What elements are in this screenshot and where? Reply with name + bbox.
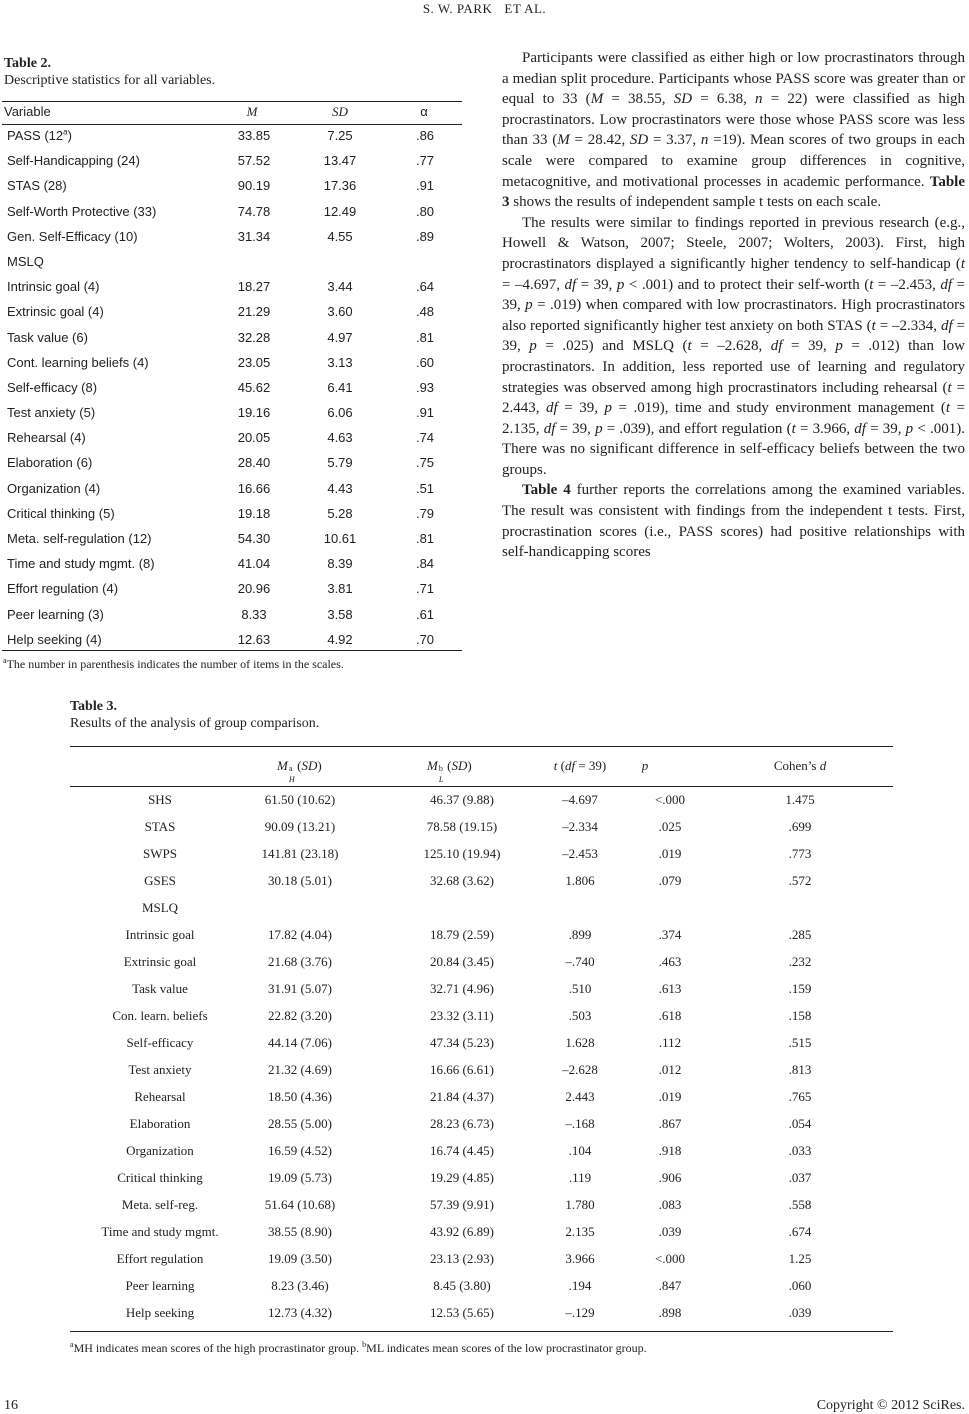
- table3-cell-mh: 22.82 (3.20): [268, 1008, 332, 1023]
- table2-row: [0, 452, 464, 477]
- table3-cell-p: .019: [658, 1089, 682, 1104]
- table3-description: Results of the analysis of group comparison.: [70, 716, 320, 731]
- table2-cell-variable: Cont. learning beliefs (4): [7, 354, 149, 370]
- table3-cell-mh: 44.14 (7.06): [268, 1035, 332, 1050]
- table3-header-t: t (df = 39): [553, 758, 607, 773]
- table3-cell-p: .012: [658, 1062, 682, 1077]
- table2-cell-alpha: .74: [415, 430, 435, 446]
- table3-cell-mh: 90.09 (13.21): [264, 819, 336, 834]
- table3-footnote-b-marker: b: [362, 1340, 367, 1349]
- table2-cell-m: 23.05: [237, 354, 271, 370]
- table2-cell-m: 19.18: [237, 505, 271, 521]
- table3-cell-p: <.000: [654, 1251, 686, 1266]
- table2-row: [0, 377, 464, 402]
- table3-cell-scale: Extrinsic goal: [123, 954, 197, 969]
- table2-row: [0, 503, 464, 528]
- table2-header-variable: Variable: [4, 104, 51, 119]
- table3-cell-scale: Meta. self-reg.: [121, 1197, 199, 1212]
- table3-cell-scale: Peer learning: [125, 1278, 195, 1293]
- table2-row: [0, 175, 464, 200]
- table2-cell-sd: 3.44: [327, 279, 353, 295]
- table3-header-ml-sub: L: [438, 775, 444, 784]
- table3-cell-scale: Test anxiety: [128, 1062, 192, 1077]
- table3-cell-mh: 18.50 (4.36): [268, 1089, 332, 1104]
- table2-cell-alpha: .79: [415, 505, 435, 521]
- table3-cell-scale: Elaboration: [129, 1116, 191, 1131]
- table3-cell-p: .025: [658, 819, 682, 834]
- table2-cell-variable: Time and study mgmt. (8): [7, 556, 155, 572]
- table3-cell-ml: 125.10 (19.94): [423, 846, 501, 861]
- table3-cell-p: .039: [658, 1224, 682, 1239]
- table3-header-mh: [277, 758, 322, 784]
- table2-cell-variable: STAS (28): [7, 178, 67, 194]
- table2-cell-m: 54.30: [237, 531, 271, 546]
- table3-cell-scale: SWPS: [143, 846, 177, 861]
- table2-cell-m: 21.29: [237, 304, 271, 320]
- table3-header-ml-sup: b: [438, 764, 443, 773]
- table2-row: [0, 125, 464, 150]
- table2-cell-variable: Self-efficacy (8): [7, 379, 98, 395]
- table3-cell-ml: 57.39 (9.91): [430, 1197, 494, 1212]
- table2-row: [0, 327, 464, 352]
- table2-body: [0, 125, 464, 654]
- table3-cell-mh: 30.18 (5.01): [268, 873, 332, 888]
- table3-cell-ml: 28.23 (6.73): [430, 1116, 494, 1131]
- table2-cell-m: 74.78: [237, 203, 271, 219]
- table3-cell-d: .773: [788, 846, 812, 861]
- table3-cell-d: .232: [788, 954, 812, 969]
- table2-cell-alpha: .89: [415, 228, 435, 244]
- running-head-etal: ET AL.: [504, 1, 547, 16]
- table3-cell-ml: 32.68 (3.62): [430, 873, 494, 888]
- table2-cell-m: 16.66: [237, 480, 271, 496]
- table3-cell-p: .463: [658, 954, 682, 969]
- table3-row: [70, 1002, 893, 1029]
- table2-cell-variable: Gen. Self-Efficacy (10): [7, 228, 138, 244]
- table3-cell-t: –.168: [565, 1116, 595, 1131]
- table3-cell-ml: 43.92 (6.89): [430, 1224, 494, 1239]
- table2-cell-sd: 17.36: [323, 178, 357, 194]
- table3-row: [70, 1083, 893, 1110]
- table3-row: [70, 1218, 893, 1245]
- table3-cell-t: 1.780: [565, 1197, 595, 1212]
- table3-cell-t: –4.697: [562, 792, 598, 807]
- table3-cell-p: .918: [658, 1143, 682, 1158]
- table2-description: Descriptive statistics for all variables.: [4, 73, 216, 88]
- table2-cell-alpha: .91: [415, 178, 435, 194]
- table2-header-sd: SD: [332, 104, 348, 119]
- table3-header-mh-sd: (SD): [297, 758, 322, 773]
- table2-cell-m: 19.16: [237, 405, 271, 421]
- table2-row: [0, 276, 464, 301]
- table3-row: [70, 1191, 893, 1218]
- table2-cell-variable: Elaboration (6): [7, 455, 93, 471]
- table2-cell-alpha: .60: [415, 354, 435, 370]
- table2-cell-sd: 8.39: [327, 556, 353, 572]
- table2-cell-sd: 3.13: [327, 354, 353, 370]
- table2-cell-m: 28.40: [237, 455, 271, 471]
- table3-cell-ml: 18.79 (2.59): [430, 927, 494, 942]
- table2-cell-variable: Meta. self-regulation (12): [7, 531, 152, 546]
- table3-cell-p: .618: [658, 1008, 682, 1023]
- table3-cell-d: .159: [788, 981, 812, 996]
- table3-header-ml-m: M: [427, 758, 438, 773]
- table2-cell-sd: 13.47: [323, 153, 357, 169]
- table3-cell-t: –.740: [565, 954, 595, 969]
- table2-row: [0, 427, 464, 452]
- table3-cell-d: .699: [788, 819, 812, 834]
- table2-row: [0, 201, 464, 226]
- table3-cell-p: .019: [658, 846, 682, 861]
- table3-footnote-b: ML indicates mean scores of the low procrastinator group.: [366, 1341, 647, 1355]
- table3-top-rule: [70, 746, 893, 747]
- table3-row: [70, 1137, 893, 1164]
- table3-row: [70, 975, 893, 1002]
- table3-cell-p: .112: [658, 1035, 682, 1050]
- table3-cell-mh: 51.64 (10.68): [264, 1197, 336, 1212]
- table2-cell-sd: 4.97: [327, 329, 353, 345]
- table2-cell-alpha: .71: [415, 581, 435, 597]
- table2-cell-alpha: .64: [415, 279, 435, 295]
- table3-row: [70, 948, 893, 975]
- table3-row: [70, 921, 893, 948]
- table2-cell-sd: 12.49: [323, 203, 357, 219]
- table2-cell-variable: Help seeking (4): [7, 631, 102, 647]
- table3-cell-scale: Task value: [132, 981, 188, 996]
- table3-cell-d: .285: [788, 927, 812, 942]
- table2-cell-alpha: .93: [415, 379, 435, 395]
- paragraph-1: Participants were classified as either high or low procrastinators through a median split procedure. Participants whose PASS score was greater than or equal to 33 (M = 38.55, SD = 6.38, n = 22) were classified as high procrastinators. Low procrastinators were those whose PASS score was less than 33 (M = 28.42, SD = 3.37, n =19). Mean scores of two groups in each scale were compared to examine group differences in cognitive, metacognitive, and motivational processes in academic performance. Table 3 shows the results of independent sample t tests on each scale.: [502, 50, 966, 211]
- table2-cell-alpha: .91: [415, 405, 435, 421]
- table3-cell-p: .906: [658, 1170, 682, 1185]
- table3-cell-t: 1.806: [565, 873, 595, 888]
- table2-cell-sd: 4.43: [327, 480, 353, 496]
- table2-cell-m: 18.27: [237, 279, 271, 295]
- table2-cell-sd: 3.60: [327, 304, 353, 320]
- copyright-notice: Copyright © 2012 SciRes.: [816, 1398, 965, 1413]
- table3-row: [70, 1056, 893, 1083]
- table2-cell-sd: 3.81: [327, 581, 353, 597]
- table2-row: [0, 478, 464, 503]
- table3-header-ml-sd: (SD): [447, 758, 472, 773]
- table2-footnote: [3, 657, 344, 672]
- table2-cell-alpha: .51: [415, 480, 435, 496]
- table3-cell-d: .558: [788, 1197, 812, 1212]
- table3-cell-t: .194: [568, 1278, 592, 1293]
- table3-cell-scale: SHS: [148, 792, 172, 807]
- table2-cell-variable-close: ): [67, 128, 72, 143]
- table2-cell-sd: 6.41: [327, 379, 353, 395]
- table3-cell-mh: 19.09 (5.73): [268, 1170, 332, 1185]
- table3-row: [70, 813, 893, 840]
- table2-cell-m: 45.62: [237, 379, 271, 395]
- table2-cell-variable: Peer learning (3): [7, 606, 104, 622]
- paragraph-3: Table 4 further reports the correlations among the examined variables. The result was consistent with findings from the independent t tests. First, procrastination scores (i.e., PASS scores) had positive relationships with self-handicapping scores: [502, 482, 965, 561]
- table3-header-mh-m: M: [277, 758, 288, 773]
- table3-cell-scale: Self-efficacy: [126, 1035, 194, 1050]
- table2-header-m: M: [246, 104, 258, 119]
- table3-cell-scale: GSES: [144, 873, 176, 888]
- table3-cell-scale: MSLQ: [141, 900, 179, 915]
- running-head-authors: S. W. PARK: [422, 1, 493, 16]
- table2-cell-alpha: .81: [415, 329, 435, 345]
- table3-cell-t: 1.628: [565, 1035, 595, 1050]
- table3-row: [70, 1245, 893, 1272]
- table2-cell-sd: 4.92: [327, 631, 353, 647]
- table2-cell-variable: [7, 125, 72, 147]
- table3-cell-t: –2.628: [562, 1062, 598, 1077]
- table2-cell-variable: Organization (4): [7, 480, 101, 496]
- table2-cell-variable: Critical thinking (5): [7, 505, 115, 521]
- table2-cell-variable: Extrinsic goal (4): [7, 304, 104, 320]
- table3-cell-ml: 8.45 (3.80): [433, 1278, 491, 1293]
- table3-header-mh-sub: H: [288, 775, 295, 784]
- table3-row: [70, 1299, 893, 1326]
- table2-cell-sd: 7.25: [327, 128, 353, 143]
- table3-footnote: [70, 1341, 647, 1356]
- table3-cell-p: .374: [658, 927, 682, 942]
- table3-cell-t: 3.966: [565, 1251, 595, 1266]
- table2-cell-sd: 4.55: [327, 228, 353, 244]
- body-text-column: [502, 48, 965, 563]
- table2-cell-variable: Self-Worth Protective (33): [7, 203, 157, 219]
- table3-row: [70, 1029, 893, 1056]
- table2-row: [0, 352, 464, 377]
- table3-cell-scale: Critical thinking: [117, 1170, 203, 1185]
- table3-cell-scale: Help seeking: [125, 1305, 195, 1320]
- table3-footnote-a: MH indicates mean scores of the high procrastinator group.: [73, 1341, 363, 1355]
- table3-cell-mh: 12.73 (4.32): [268, 1305, 332, 1320]
- table2-footnote-text: The number in parenthesis indicates the number of items in the scales.: [6, 657, 344, 671]
- table2-cell-sd: 3.58: [327, 606, 353, 622]
- table3-cell-p: .898: [658, 1305, 682, 1320]
- table3-cell-mh: 28.55 (5.00): [268, 1116, 332, 1131]
- table3-cell-ml: 16.66 (6.61): [430, 1062, 494, 1077]
- table2-row: [0, 226, 464, 251]
- table2-cell-alpha: .84: [415, 556, 435, 572]
- table3-title: Table 3.: [70, 699, 117, 714]
- table3-header-p: p: [641, 758, 649, 773]
- table3-cell-ml: 47.34 (5.23): [430, 1035, 494, 1050]
- table2-title: Table 2.: [4, 56, 51, 71]
- table2-row: [0, 150, 464, 175]
- table3-row: [70, 840, 893, 867]
- table3-cell-scale: Effort regulation: [116, 1251, 204, 1266]
- table2-cell-m: 33.85: [237, 128, 271, 143]
- running-head: [0, 1, 969, 17]
- table3-cell-p: .867: [658, 1116, 682, 1131]
- table3-cell-p: <.000: [654, 792, 686, 807]
- table2-cell-m: 8.33: [241, 606, 267, 622]
- table3-cell-scale: Intrinsic goal: [125, 927, 195, 942]
- table3-cell-mh: 8.23 (3.46): [271, 1278, 329, 1293]
- table3-cell-d: .039: [788, 1305, 812, 1320]
- table3-row: [70, 894, 893, 921]
- table2-row: [0, 301, 464, 326]
- table3-row: [70, 1164, 893, 1191]
- table3-cell-mh: 38.55 (8.90): [268, 1224, 332, 1239]
- paragraph-2: The results were similar to findings reported in previous research (e.g., Howell & Watson, 2007; Steele, 2007; Wolters, 2003). First, high procrastinators displayed a significantly higher tendency to self-handicap (t = –4.697, df = 39, p < .001) and to protect their self-worth (t = –2.453, df = 39, p = .019) when compared with low procrastinators. High procrastinators also reported significantly higher test anxiety on both STAS (t = –2.334, df = 39, p = .025) and MSLQ (t = –2.628, df = 39, p = .012) than low procrastinators. In addition, less reported use of learning and regulatory strategies was observed among high procrastinators including rehearsal (t = 2.443, df = 39, p = .019), time and study environment management (t = 2.135, df = 39, p = .039), and effort regulation (t = 3.966, df = 39, p < .001). There was no significant difference in self-efficacy beliefs between the two groups.: [502, 214, 966, 478]
- table2-row: [0, 604, 464, 629]
- table2-cell-m: 31.34: [237, 228, 271, 244]
- table3-cell-t: .503: [568, 1008, 592, 1023]
- table3-cell-ml: 21.84 (4.37): [430, 1089, 494, 1104]
- table3-cell-d: .674: [788, 1224, 812, 1239]
- table3-cell-scale: Con. learn. beliefs: [112, 1008, 208, 1023]
- table3-cell-d: .037: [788, 1170, 812, 1185]
- table3-cell-d: .765: [788, 1089, 812, 1104]
- table3-cell-ml: 32.71 (4.96): [430, 981, 494, 996]
- table3-cell-mh: 16.59 (4.52): [268, 1143, 332, 1158]
- table3-cell-mh: 31.91 (5.07): [268, 981, 332, 996]
- table3-bottom-rule: [70, 1331, 893, 1332]
- table2-cell-alpha: .70: [415, 631, 435, 647]
- table2-cell-sd: 10.61: [323, 531, 357, 546]
- table2-cell-m: 20.96: [237, 581, 271, 597]
- table3-cell-t: –2.453: [562, 846, 598, 861]
- table2-cell-alpha: .81: [415, 531, 435, 546]
- table2-cell-variable: Intrinsic goal (4): [7, 279, 100, 295]
- table2-bottom-rule: [2, 650, 462, 651]
- table3-cell-d: 1.475: [785, 792, 815, 807]
- table3-row: [70, 867, 893, 894]
- table3-cell-mh: 21.68 (3.76): [268, 954, 332, 969]
- table2-cell-m: 20.05: [237, 430, 271, 446]
- table3-cell-t: .899: [568, 927, 592, 942]
- table2-cell-alpha: .61: [415, 606, 435, 622]
- table3-cell-ml: 78.58 (19.15): [426, 819, 498, 834]
- table2-cell-alpha: .48: [415, 304, 435, 320]
- table3-cell-p: .083: [658, 1197, 682, 1212]
- table3-cell-ml: 19.29 (4.85): [430, 1170, 494, 1185]
- table3-cell-d: 1.25: [788, 1251, 812, 1266]
- table3-row: [70, 786, 893, 813]
- table3-cell-t: .119: [568, 1170, 592, 1185]
- table2-cell-variable: Effort regulation (4): [7, 581, 119, 597]
- table3-header-mh-sup: a: [288, 764, 293, 773]
- table3-body: [70, 786, 893, 1326]
- table3-cell-mh: 19.09 (3.50): [268, 1251, 332, 1266]
- table3-cell-p: .079: [658, 873, 682, 888]
- table2-cell-m: 12.63: [237, 631, 271, 647]
- table2-row: [0, 578, 464, 603]
- table2-cell-sd: 4.63: [327, 430, 353, 446]
- table2-cell-variable-text: PASS (12: [7, 128, 64, 143]
- table2-cell-m: 41.04: [237, 556, 271, 572]
- table3-cell-ml: 20.84 (3.45): [430, 954, 494, 969]
- table2-cell-alpha: .80: [415, 203, 435, 219]
- table2-cell-variable: Rehearsal (4): [7, 430, 86, 446]
- table3-cell-d: .158: [788, 1008, 812, 1023]
- table3-cell-scale: Organization: [126, 1143, 194, 1158]
- table3-cell-t: 2.135: [565, 1224, 595, 1239]
- table3-cell-ml: 16.74 (4.45): [430, 1143, 494, 1158]
- table3-cell-t: –2.334: [562, 819, 598, 834]
- table2-row: [0, 528, 464, 553]
- table2-row: [0, 553, 464, 578]
- table2-cell-alpha: .75: [415, 455, 435, 471]
- table3-row: [70, 1272, 893, 1299]
- table2-cell-sd: 5.79: [327, 455, 353, 471]
- table3-cell-p: .847: [658, 1278, 682, 1293]
- table3-cell-scale: STAS: [144, 819, 176, 834]
- table2-top-rule: [2, 101, 462, 102]
- table3-header-ml: [427, 758, 472, 784]
- table2-cell-variable: Task value (6): [7, 329, 88, 345]
- table3-cell-mh: 61.50 (10.62): [264, 792, 336, 807]
- table2-header-alpha: α: [420, 104, 428, 119]
- table3-cell-d: .054: [788, 1116, 812, 1131]
- table3-cell-ml: 23.13 (2.93): [430, 1251, 494, 1266]
- table3-cell-scale: Time and study mgmt.: [101, 1224, 219, 1239]
- table2-footnote-marker: a: [3, 656, 7, 665]
- table2-cell-m: 32.28: [237, 329, 271, 345]
- table2-cell-variable: Test anxiety (5): [7, 405, 96, 421]
- table3-cell-t: 2.443: [565, 1089, 595, 1104]
- table3-cell-mh: 21.32 (4.69): [268, 1062, 332, 1077]
- table3-cell-ml: 23.32 (3.11): [430, 1008, 494, 1023]
- table3-cell-p: .613: [658, 981, 682, 996]
- table2-cell-sd: 6.06: [327, 405, 353, 421]
- table3-cell-d: .033: [788, 1143, 812, 1158]
- table3-cell-d: .060: [788, 1278, 812, 1293]
- table2-cell-variable-sup: a: [63, 127, 68, 137]
- table3-cell-t: .510: [568, 981, 592, 996]
- table2-cell-alpha: .77: [415, 153, 435, 169]
- table3-cell-d: .813: [788, 1062, 812, 1077]
- table2-row: [0, 251, 464, 276]
- table3-cell-t: .104: [568, 1143, 592, 1158]
- table2-cell-alpha: .86: [415, 128, 435, 143]
- table3-footnote-a-marker: a: [70, 1340, 74, 1349]
- table3-cell-scale: Rehearsal: [134, 1089, 186, 1104]
- table3-cell-mh: 141.81 (23.18): [261, 846, 339, 861]
- table2-cell-sd: 5.28: [327, 505, 353, 521]
- page-number: 16: [4, 1398, 18, 1413]
- table3-cell-mh: 17.82 (4.04): [268, 927, 332, 942]
- table2-cell-variable: Self-Handicapping (24): [7, 153, 140, 169]
- table3-cell-ml: 12.53 (5.65): [430, 1305, 494, 1320]
- table3-cell-ml: 46.37 (9.88): [430, 792, 494, 807]
- table3-row: [70, 1110, 893, 1137]
- table3-header-d: Cohen’s d: [773, 758, 827, 773]
- table2-cell-variable: MSLQ: [7, 253, 44, 269]
- table3-cell-d: .515: [788, 1035, 812, 1050]
- table3-cell-d: .572: [788, 873, 812, 888]
- table3-cell-t: –.129: [565, 1305, 595, 1320]
- table2-cell-m: 90.19: [237, 178, 271, 194]
- table2-row: [0, 402, 464, 427]
- table2-cell-m: 57.52: [237, 153, 271, 169]
